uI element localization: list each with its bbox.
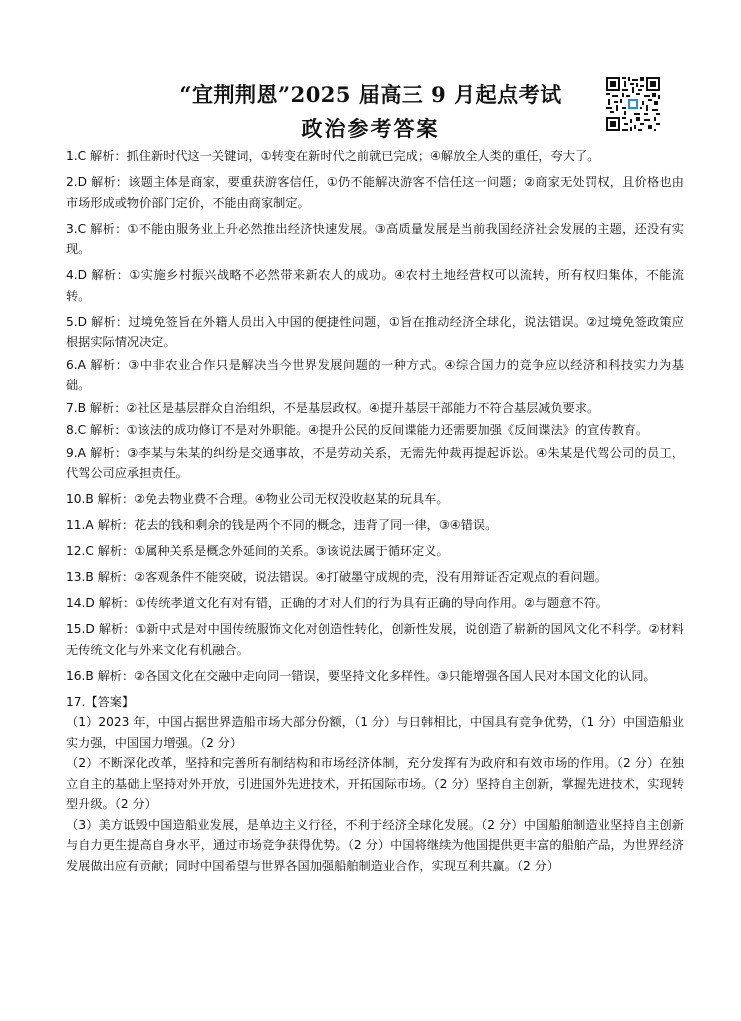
answer-item-10: 10.B 解析：②免去物业费不合理。④物业公司无权没收赵某的玩具车。 bbox=[66, 492, 449, 506]
answer-item-5: 5.D 解析：过境免签旨在外籍人员出入中国的便捷性问题，①旨在推动经济全球化，说法错误。②过境免签政策应根据实际情况决定。 bbox=[66, 314, 684, 349]
answer-item-1: 1.C 解析：抓住新时代这一关键词，①转变在新时代之前就已完成；④解放全人类的重任，夸大了。 bbox=[66, 149, 600, 163]
answer-item-8: 8.C 解析：①该法的成功修订不是对外职能。④提升公民的反间谍能力还需要加强《反间谍法》的宣传教育。 bbox=[66, 423, 649, 437]
answer-list bbox=[66, 146, 684, 876]
answer-item-3: 3.C 解析：①不能由服务业上升必然推出经济快速发展。③高质量发展是当前我国经济社会发展的主题，还没有实现。 bbox=[66, 221, 684, 256]
question-17-part-2: （2）不断深化改革，坚持和完善所有制结构和市场经济体制，充分发挥有为政府和有效市场的作用。（2 分）在独立自主的基础上坚持对外开放，引进国外先进技术，开拓国际市场。（2 分）坚持自主创新，掌握先进技术，实现转型升级。（2 分） bbox=[66, 756, 684, 811]
answer-item-16: 16.B 解析：②各国文化在交融中走向同一错误，要坚持文化多样性。③只能增强各国人民对本国文化的认同。 bbox=[66, 668, 656, 683]
question-17-block bbox=[66, 692, 684, 877]
question-17-part-3: （3）美方诋毁中国造船业发展，是单边主义行径，不利于经济全球化发展。（2 分）中国船舶制造业坚持自主创新与自力更生提高自身水平，通过市场竞争获得优势。（2 分）中国将继续为他国提供更丰富的船舶产品，为世界经济发展做出应有贡献；同时中国希望与世界各国加强船舶制造业合作，实现互利共赢。（2 分） bbox=[66, 817, 684, 873]
answer-item-14: 14.D 解析：①传统孝道文化有对有错，正确的才对人们的行为具有正确的导向作用。②与题意不符。 bbox=[66, 596, 608, 610]
answer-item-2: 2.D 解析：该题主体是商家，要重获游客信任，①仍不能解决游客不信任这一问题；②商家无处罚权，且价格也由市场形成或物价部门定价，不能由商家制定。 bbox=[66, 175, 684, 210]
answer-item-4: 4.D 解析：①实施乡村振兴战略不必然带来新农人的成功。④农村土地经营权可以流转，所有权归集体，不能流转。 bbox=[66, 268, 684, 303]
question-17-heading: 17.【答案】 bbox=[66, 694, 135, 709]
answer-item-11: 11.A 解析：花去的钱和剩余的钱是两个不同的概念，违背了同一律，③④错误。 bbox=[66, 518, 498, 532]
answer-item-15: 15.D 解析：①新中式是对中国传统服饰文化对创造性转化，创新性发展，说创造了崭新的国风文化不科学。②材料无传统文化与外来文化有机融合。 bbox=[66, 622, 684, 657]
exam-title: “宜荆荆恩”2025 届高三 9 月起点考试 bbox=[179, 82, 562, 107]
answer-item-6: 6.A 解析：③中非农业合作只是解决当今世界发展问题的一种方式。④综合国力的竞争应以经济和科技实力为基础。 bbox=[66, 357, 684, 392]
answer-item-13: 13.B 解析：②客观条件不能突破，说法错误。④打破墨守成规的壳，没有用辩证否定观点的看问题。 bbox=[66, 570, 607, 584]
question-17-part-1: （1）2023 年，中国占据世界造船市场大部分份额，（1 分）与日韩相比，中国具有竞争优势，（1 分）中国造船业实力强，中国国力增强。（2 分） bbox=[66, 715, 684, 750]
answer-item-9: 9.A 解析：③李某与朱某的纠纷是交通事故，不是劳动关系，无需先仲裁再提起诉讼。④朱某是代驾公司的员工，代驾公司应承担责任。 bbox=[66, 445, 684, 480]
exam-subtitle: 政治参考答案 bbox=[301, 116, 440, 141]
qr-code-icon bbox=[606, 77, 660, 131]
answer-item-12: 12.C 解析：①属种关系是概念外延间的关系。③该说法属于循环定义。 bbox=[66, 544, 449, 558]
answer-item-7: 7.B 解析：②社区是基层群众自治组织，不是基层政权。④提升基层干部能力不符合基层减负要求。 bbox=[66, 400, 600, 415]
